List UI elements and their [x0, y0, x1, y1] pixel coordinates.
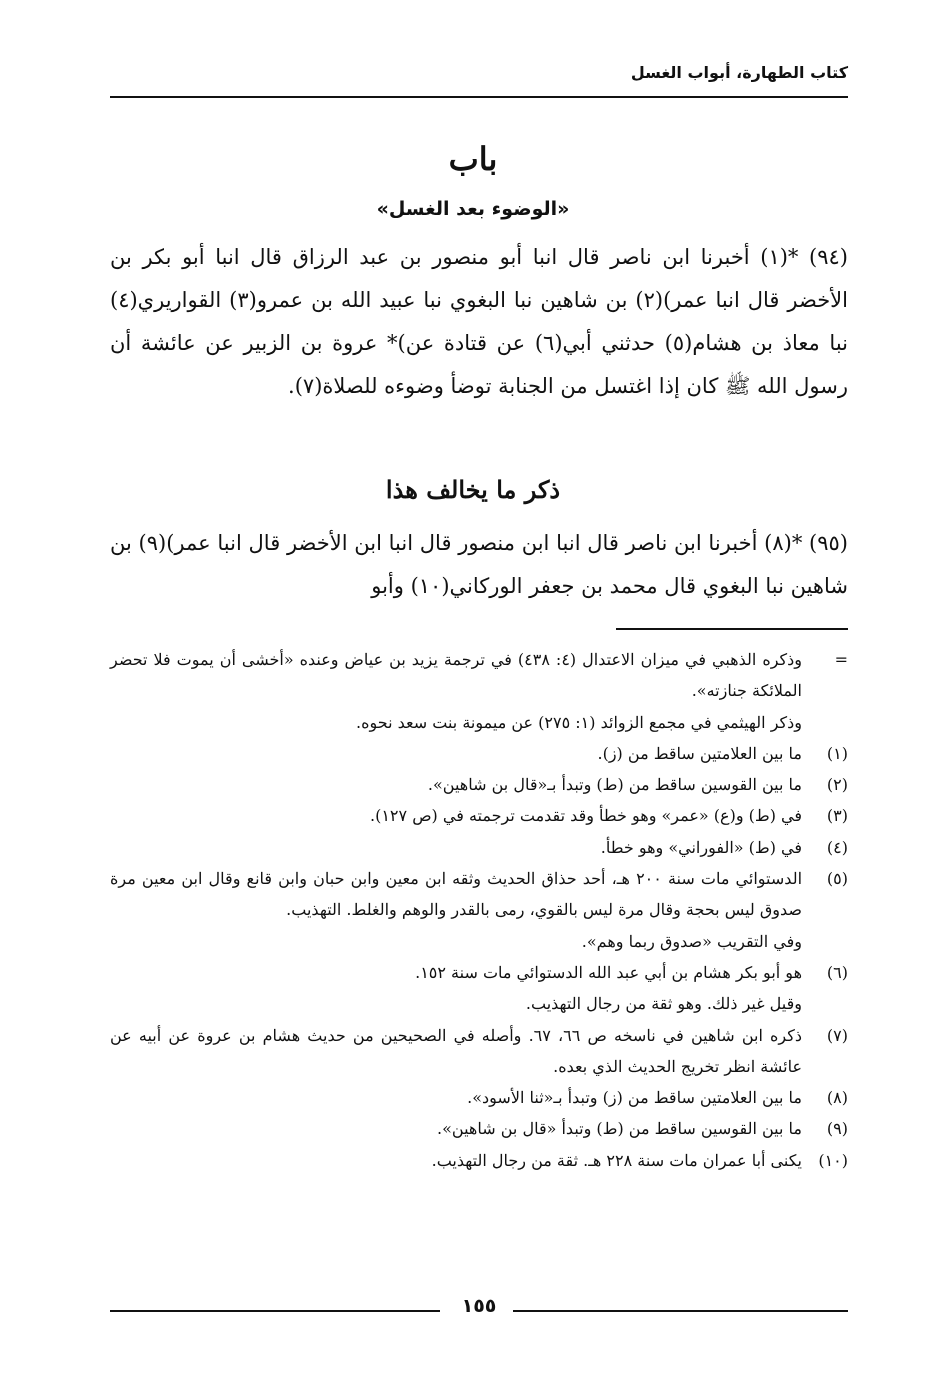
footnote-mark: (٣) — [826, 806, 848, 826]
footnote-mark: (٨) — [826, 1088, 848, 1108]
footnote-mark: (٦) — [826, 962, 848, 982]
page-number: ١٥٥ — [461, 1295, 497, 1317]
hadith-95-text: (٩٥) *(٨) أخبرنا ابن ناصر قال انبا ابن منصور قال انبا ابن الأخضر قال انبا عمر)(٩) بن شاهين نبا البغوي قال محمد بن جعفر الوركاني(١٠) وأبو — [110, 531, 848, 598]
footnotes — [110, 644, 848, 1176]
footnote-text: الدستوائي مات سنة ٢٠٠ هـ، أحد حذاق الحديث وثقه ابن معين وابن حبان وابن قانع وقال ابن معين مرة صدوق ليس بحجة وقال مرة ليس بالقوي، رمى بالقدر والوهم والغلط. التهذيب. — [110, 869, 803, 920]
footnote-text: ذكره ابن شاهين في ناسخه ص ٦٦، ٦٧. وأصله في الصحيحين من حديث هشام بن عروة عن أبيه عن عائشة انظر تخريج الحديث الذي بعده. — [110, 1025, 803, 1076]
footnote-6 — [110, 957, 848, 988]
footnote-4 — [110, 832, 848, 863]
footnote-text: ما بين العلامتين ساقط من (ز). — [597, 743, 802, 763]
footnote-3 — [110, 800, 848, 831]
chapter-title: باب — [448, 140, 498, 178]
footnote-text: ما بين القوسين ساقط من (ط) وتبدأ «قال بن شاهين». — [437, 1119, 802, 1139]
footnote-text: ما بين القوسين ساقط من (ط) وتبدأ بـ«قال بن شاهين». — [427, 775, 802, 795]
footnote-10 — [110, 1145, 848, 1176]
page-footer — [110, 1295, 848, 1325]
footnote-text: يكنى أبا عمران مات سنة ٢٢٨ هـ. ثقة من رجال التهذيب. — [431, 1150, 802, 1170]
hadith-94-text: (٩٤) *(١) أخبرنا ابن ناصر قال انبا أبو منصور بن عبد الرزاق قال انبا أبو بكر بن الأخضر قال انبا عمر)(٢) بن شاهين نبا البغوي نبا عبيد الله بن عمرو(٣) القواريري(٤) نبا معاذ بن هشام(٥) حدثني أبي(٦) عن قتادة عن)* عروة بن الزبير عن عائشة أن رسول الله ﷺ كان إذا اغتسل من الجنابة توضأ وضوءه للصلاة(٧). — [110, 245, 849, 398]
footnote-rule — [616, 628, 848, 630]
footnote-2 — [110, 769, 848, 800]
hadith-94 — [110, 236, 848, 408]
header-rule — [110, 96, 848, 98]
footnote-7 — [110, 1020, 848, 1083]
running-header: كتاب الطهارة، أبواب الغسل — [630, 63, 848, 82]
footnote-continuation: وذكر الهيثمي في مجمع الزوائد (١: ٢٧٥) عن ميمونة بنت سعد نحوه. — [356, 712, 802, 732]
footnote-mark: (٢) — [826, 775, 848, 795]
footnote-mark: = — [834, 650, 848, 669]
footnote-mark: (٧) — [826, 1025, 848, 1045]
footnote-mark: (٥) — [826, 869, 848, 889]
section-title: ذكر ما يخالف هذا — [385, 475, 561, 504]
footnote-mark: (٩) — [826, 1119, 848, 1139]
footnote-mark: (١٠) — [818, 1150, 848, 1170]
footnote-text: وذكره الذهبي في ميزان الاعتدال (٤: ٤٣٨) في ترجمة يزيد بن عياض وعنده «أخشى أن يموت فلا تحضر الملائكة جنازته». — [110, 650, 802, 701]
footnote-carryover — [110, 644, 848, 707]
footnote-9 — [110, 1113, 848, 1144]
footnote-5 — [110, 863, 848, 926]
footnote-1 — [110, 738, 848, 769]
footnote-text: ما بين العلامتين ساقط من (ز) وتبدأ بـ«ثنا الأسود». — [467, 1088, 802, 1108]
footnote-text: في (ط) «الفوراني» وهو خطأ. — [600, 837, 802, 857]
footnote-mark: (٤) — [826, 837, 848, 857]
footnote-6-extra: وقيل غير ذلك. وهو ثقة من رجال التهذيب. — [525, 994, 802, 1014]
footnote-5-extra: وفي التقريب «صدوق ربما وهم». — [581, 931, 802, 951]
footnote-mark: (١) — [826, 743, 848, 763]
chapter-subtitle: «الوضوء بعد الغسل» — [376, 198, 570, 220]
footnote-8 — [110, 1082, 848, 1113]
footnote-text: هو أبو بكر هشام بن أبي عبد الله الدستوائي مات سنة ١٥٢. — [415, 962, 802, 982]
hadith-95 — [110, 522, 848, 608]
footnote-text: في (ط) و(ع) «عمر» وهو خطأ وقد تقدمت ترجمته في (ص ١٢٧). — [370, 806, 802, 826]
